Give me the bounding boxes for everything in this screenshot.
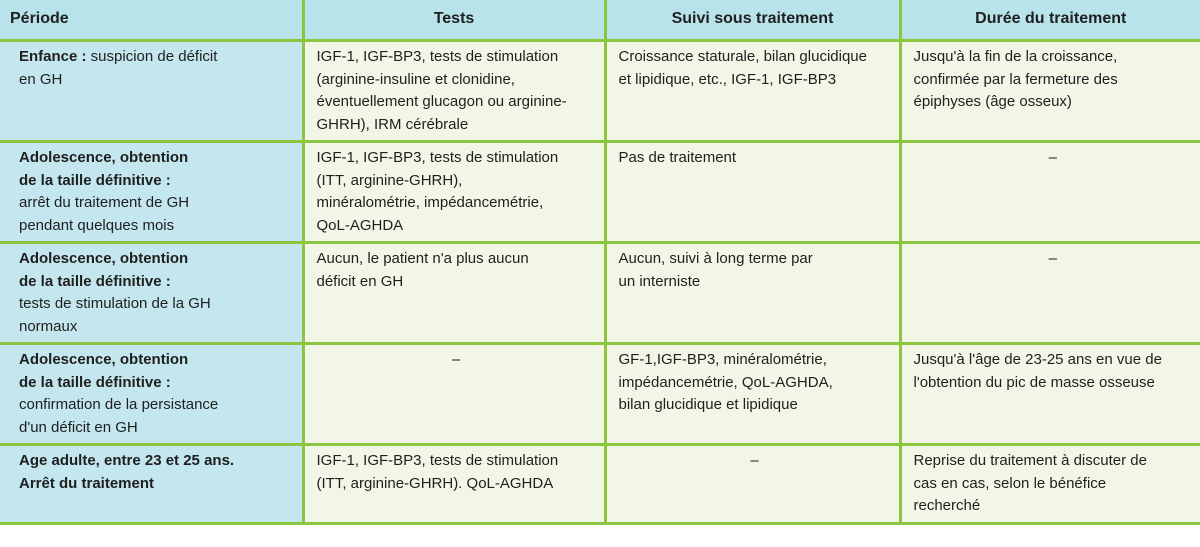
period-cell xyxy=(0,445,303,524)
cell-line: Pas de traitement xyxy=(618,149,737,166)
suivi-cell xyxy=(605,344,900,445)
cell-line: éventuellement glucagon ou arginine- xyxy=(316,93,567,110)
cell-line: cas en cas, selon le bénéfice xyxy=(913,474,1107,492)
cell-line: IGF-1, IGF-BP3, tests de stimulation xyxy=(316,452,559,469)
suivi-cell xyxy=(605,41,900,142)
table-row xyxy=(0,41,1200,142)
cell-line: Reprise du traitement à discuter de xyxy=(913,452,1147,469)
dash-placeholder: – xyxy=(1048,250,1057,267)
cell-line: bilan glucidique et lipidique xyxy=(618,396,798,413)
cell-line: IGF-1, IGF-BP3, tests de stimulation xyxy=(316,48,559,65)
tests-cell xyxy=(303,142,605,243)
dash-placeholder: – xyxy=(1048,149,1057,166)
cell-line: (ITT, arginine-GHRH), xyxy=(316,171,463,189)
suivi-cell xyxy=(605,142,900,243)
duree-cell xyxy=(900,142,1200,243)
header-tests: Tests xyxy=(303,0,605,41)
table-row xyxy=(0,344,1200,445)
cell-line: GHRH), IRM cérébrale xyxy=(316,115,469,133)
period-cell xyxy=(0,344,303,445)
tests-cell xyxy=(303,344,605,445)
period-text: tests de stimulation de la GH xyxy=(19,295,211,312)
cell-line: GF-1,IGF-BP3, minéralométrie, xyxy=(618,351,827,368)
period-text: arrêt du traitement de GH xyxy=(19,194,190,211)
cell-line: un interniste xyxy=(618,272,701,290)
dash-placeholder: – xyxy=(750,452,759,469)
duree-cell xyxy=(900,344,1200,445)
duree-cell xyxy=(900,41,1200,142)
header-row xyxy=(0,0,1200,41)
period-label: Enfance : xyxy=(19,48,87,65)
suivi-cell xyxy=(605,445,900,524)
cell-line: confirmée par la fermeture des xyxy=(913,70,1118,88)
cell-line: IGF-1, IGF-BP3, tests de stimulation xyxy=(316,149,559,166)
cell-line: impédancemétrie, QoL-AGHDA, xyxy=(618,373,833,391)
period-label: Adolescence, obtention xyxy=(19,351,189,368)
duree-cell xyxy=(900,243,1200,344)
period-cell xyxy=(0,142,303,243)
cell-line: QoL-AGHDA xyxy=(316,216,404,234)
cell-line: déficit en GH xyxy=(316,272,404,290)
header-periode: Période xyxy=(0,0,303,41)
table-row xyxy=(0,142,1200,243)
period-label: Adolescence, obtention xyxy=(19,149,189,166)
tests-cell xyxy=(303,243,605,344)
table-row xyxy=(0,243,1200,344)
period-text: confirmation de la persistance xyxy=(19,396,219,413)
cell-line: recherché xyxy=(913,497,981,514)
cell-line: l'obtention du pic de masse osseuse xyxy=(913,373,1155,391)
period-label: Arrêt du traitement xyxy=(19,474,155,492)
cell-line: (ITT, arginine-GHRH). QoL-AGHDA xyxy=(316,474,554,492)
suivi-cell xyxy=(605,243,900,344)
period-text: d'un déficit en GH xyxy=(19,418,138,436)
period-text: normaux xyxy=(19,317,78,335)
cell-line: Croissance staturale, bilan glucidique xyxy=(618,48,867,65)
header-duree: Durée du traitement xyxy=(900,0,1200,41)
cell-line: Jusqu'à la fin de la croissance, xyxy=(913,48,1118,65)
period-label: de la taille définitive : xyxy=(19,272,171,290)
period-text: en GH xyxy=(19,70,63,88)
cell-line: minéralométrie, impédancemétrie, xyxy=(316,194,544,211)
dash-placeholder: – xyxy=(451,351,461,368)
cell-line: Aucun, suivi à long terme par xyxy=(618,250,813,267)
tests-cell xyxy=(303,41,605,142)
table-row xyxy=(0,445,1200,524)
cell-line: épiphyses (âge osseux) xyxy=(913,93,1072,110)
header-suivi: Suivi sous traitement xyxy=(605,0,900,41)
period-cell xyxy=(0,41,303,142)
period-label: de la taille définitive : xyxy=(19,171,171,189)
cell-line: Jusqu'à l'âge de 23-25 ans en vue de xyxy=(913,351,1162,368)
period-text: pendant quelques mois xyxy=(19,216,175,234)
period-text: suspicion de déficit xyxy=(86,48,218,65)
period-label: de la taille définitive : xyxy=(19,373,171,391)
tests-cell xyxy=(303,445,605,524)
cell-line: et lipidique, etc., IGF-1, IGF-BP3 xyxy=(618,70,837,88)
duree-cell xyxy=(900,445,1200,524)
period-label: Age adulte, entre 23 et 25 ans. xyxy=(19,452,235,469)
cell-line: Aucun, le patient n'a plus aucun xyxy=(316,250,529,267)
period-cell xyxy=(0,243,303,344)
period-label: Adolescence, obtention xyxy=(19,250,189,267)
cell-line: (arginine-insuline et clonidine, xyxy=(316,70,515,88)
